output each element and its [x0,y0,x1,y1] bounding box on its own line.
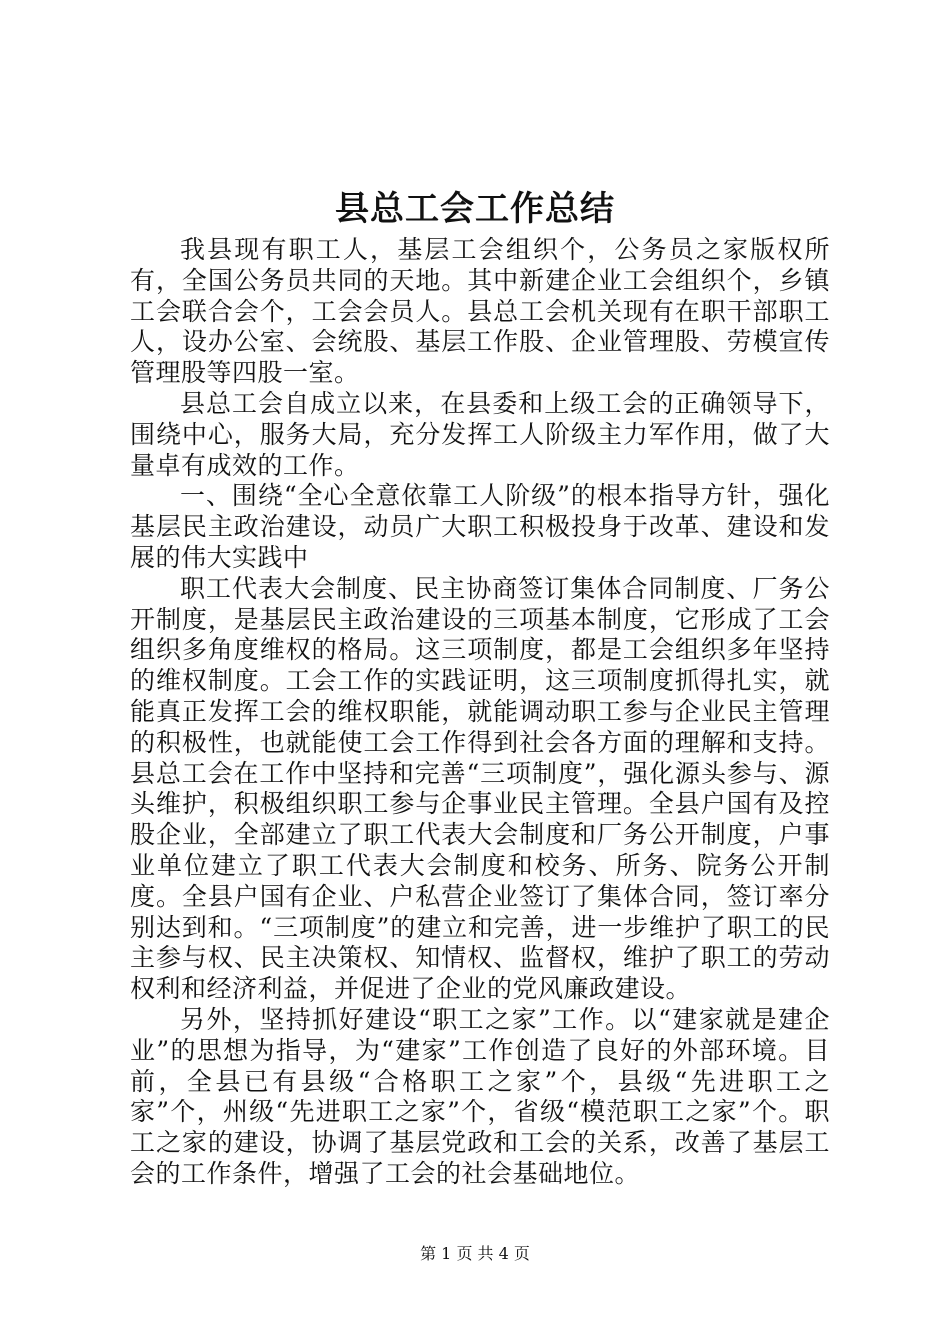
paragraph-section-heading: 一、围绕“全心全意依靠工人阶级”的根本指导方针，强化基层民主政治建设，动员广大职工积极投身于改革、建设和发展的伟大实践中 [130,481,830,572]
document-title: 县总工会工作总结 [335,189,615,229]
paragraph-intro: 我县现有职工人，基层工会组织个，公务员之家版权所有，全国公务员共同的天地。其中新建企业工会组织个，乡镇工会联合会个，工会会员人。县总工会机关现有在职干部职工人，设办公室、会统股、基层工作股、企业管理股、劳模宣传管理股等四股一室。 [130,235,830,388]
paragraph-workers-home: 另外，坚持抓好建设“职工之家”工作。以“建家就是建企业”的思想为指导，为“建家”工作创造了良好的外部环境。目前，全县已有县级“合格职工之家”个，县级“先进职工之家”个，州级“先进职工之家”个，省级“模范职工之家”个。职工之家的建设，协调了基层党政和工会的关系，改善了基层工会的工作条件，增强了工会的社会基础地位。 [130,1004,830,1188]
page-number-footer: 第 1 页 共 4 页 [420,1244,530,1263]
document-body [130,235,830,1190]
paragraph-three-systems: 职工代表大会制度、民主协商签订集体合同制度、厂务公开制度，是基层民主政治建设的三项基本制度，它形成了工会组织多角度维权的格局。这三项制度，都是工会组织多年坚持的维权制度。工会工作的实践证明，这三项制度抓得扎实，就能真正发挥工会的维权职能，就能调动职工参与企业民主管理的积极性，也就能使工会工作得到社会各方面的理解和支持。县总工会在工作中坚持和完善“三项制度”，强化源头参与、源头维护，积极组织职工参与企事业民主管理。全县户国有及控股企业，全部建立了职工代表大会制度和厂务公开制度，户事业单位建立了职工代表大会制度和校务、所务、院务公开制度。全县户国有企业、户私营企业签订了集体合同，签订率分别达到和。“三项制度”的建立和完善，进一步维护了职工的民主参与权、民主决策权、知情权、监督权，维护了职工的劳动权利和经济利益，并促进了企业的党风廉政建设。 [130,573,830,1004]
paragraph-overview: 县总工会自成立以来，在县委和上级工会的正确领导下，围绕中心，服务大局，充分发挥工人阶级主力军作用，做了大量卓有成效的工作。 [130,388,830,480]
